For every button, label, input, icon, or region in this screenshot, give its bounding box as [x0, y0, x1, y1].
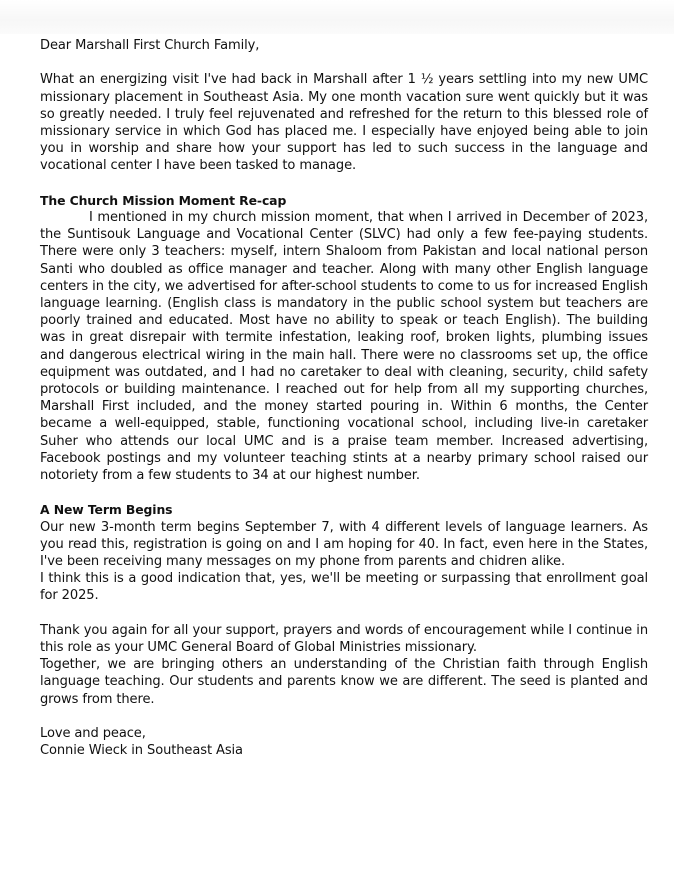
together-paragraph: Together, we are bringing others an understanding of the Christian faith through English language teaching. Our students and parents know we are different. The seed is planted and grows from there. — [40, 657, 648, 707]
spacer — [40, 484, 648, 501]
thanks-paragraph: Thank you again for all your support, prayers and words of encouragement while I continue in this role as your UMC General Board of Global Ministries missionary. — [40, 622, 648, 656]
spacer — [40, 605, 648, 622]
enrollment-paragraph: I think this is a good indication that, yes, we'll be meeting or surpassing that enrollment goal for 2025. — [40, 571, 648, 604]
section-heading-new-term: A New Term Begins — [40, 502, 173, 518]
signature: Connie Wieck in Southeast Asia — [40, 743, 243, 759]
spacer — [40, 54, 648, 71]
salutation: Dear Marshall First Church Family, — [40, 38, 260, 53]
recap-paragraph — [40, 209, 648, 484]
spacer — [40, 175, 648, 192]
new-term-paragraph: Our new 3-month term begins September 7, with 4 different levels of language learners. As you read this, registration is going on and I am hoping for 40. In fact, even here in the States, I've been receiving many messages on my phone from parents and chidren alike. — [40, 519, 648, 570]
recap-text: I mentioned in my church mission moment, that when I arrived in December of 2023, the Suntisouk Language and Vocational Center (SLVC) had only a few fee-paying students. There were only 3 teachers: myself, intern Shaloom from Pakistan and local national person Santi who doubled as office manager and teacher. Along with many other English language centers in the city, we advertised for after-school students to come to us for increased English language learning. (English class is mandatory in the public school system but teachers are poorly trained and educated. Most have no ability to speak or teach English). The building was in great disrepair with termite infestation, leaking roof, broken lights, plumbing issues and dangerous electrical wiring in the main hall. There were no classrooms set up, the office equipment was outdated, and I had no caretaker to deal with cleaning, security, child safety protocols or building maintenance. I reached out for help from all my supporting churches, Marshall First included, and the money started pouring in. Within 6 months, the Center became a well-equipped, stable, functioning vocational school, including live-in caretaker Suher who attends our local UMC and is a praise team member. Increased advertising, Facebook postings and my volunteer teaching stints at a nearby primary school raised our notoriety from a few students to 34 at our highest number. — [40, 210, 648, 484]
section-heading-recap: The Church Mission Moment Re-cap — [40, 192, 287, 208]
page-top-shade — [0, 0, 674, 34]
closing: Love and peace, — [40, 726, 146, 742]
letter-page — [40, 37, 648, 759]
intro-paragraph: What an energizing visit I've had back in Marshall after 1 ½ years settling into my new UMC missionary placement in Southeast Asia. My one month vacation sure went quickly but it was so greatly needed. I truly feel rejuvenated and refreshed for the return to this blessed role of missionary service in which God has placed me. I especially have enjoyed being able to join you in worship and share how your support has led to such success in the language and vocational center I have been tasked to manage. — [40, 72, 648, 174]
spacer — [40, 708, 648, 725]
